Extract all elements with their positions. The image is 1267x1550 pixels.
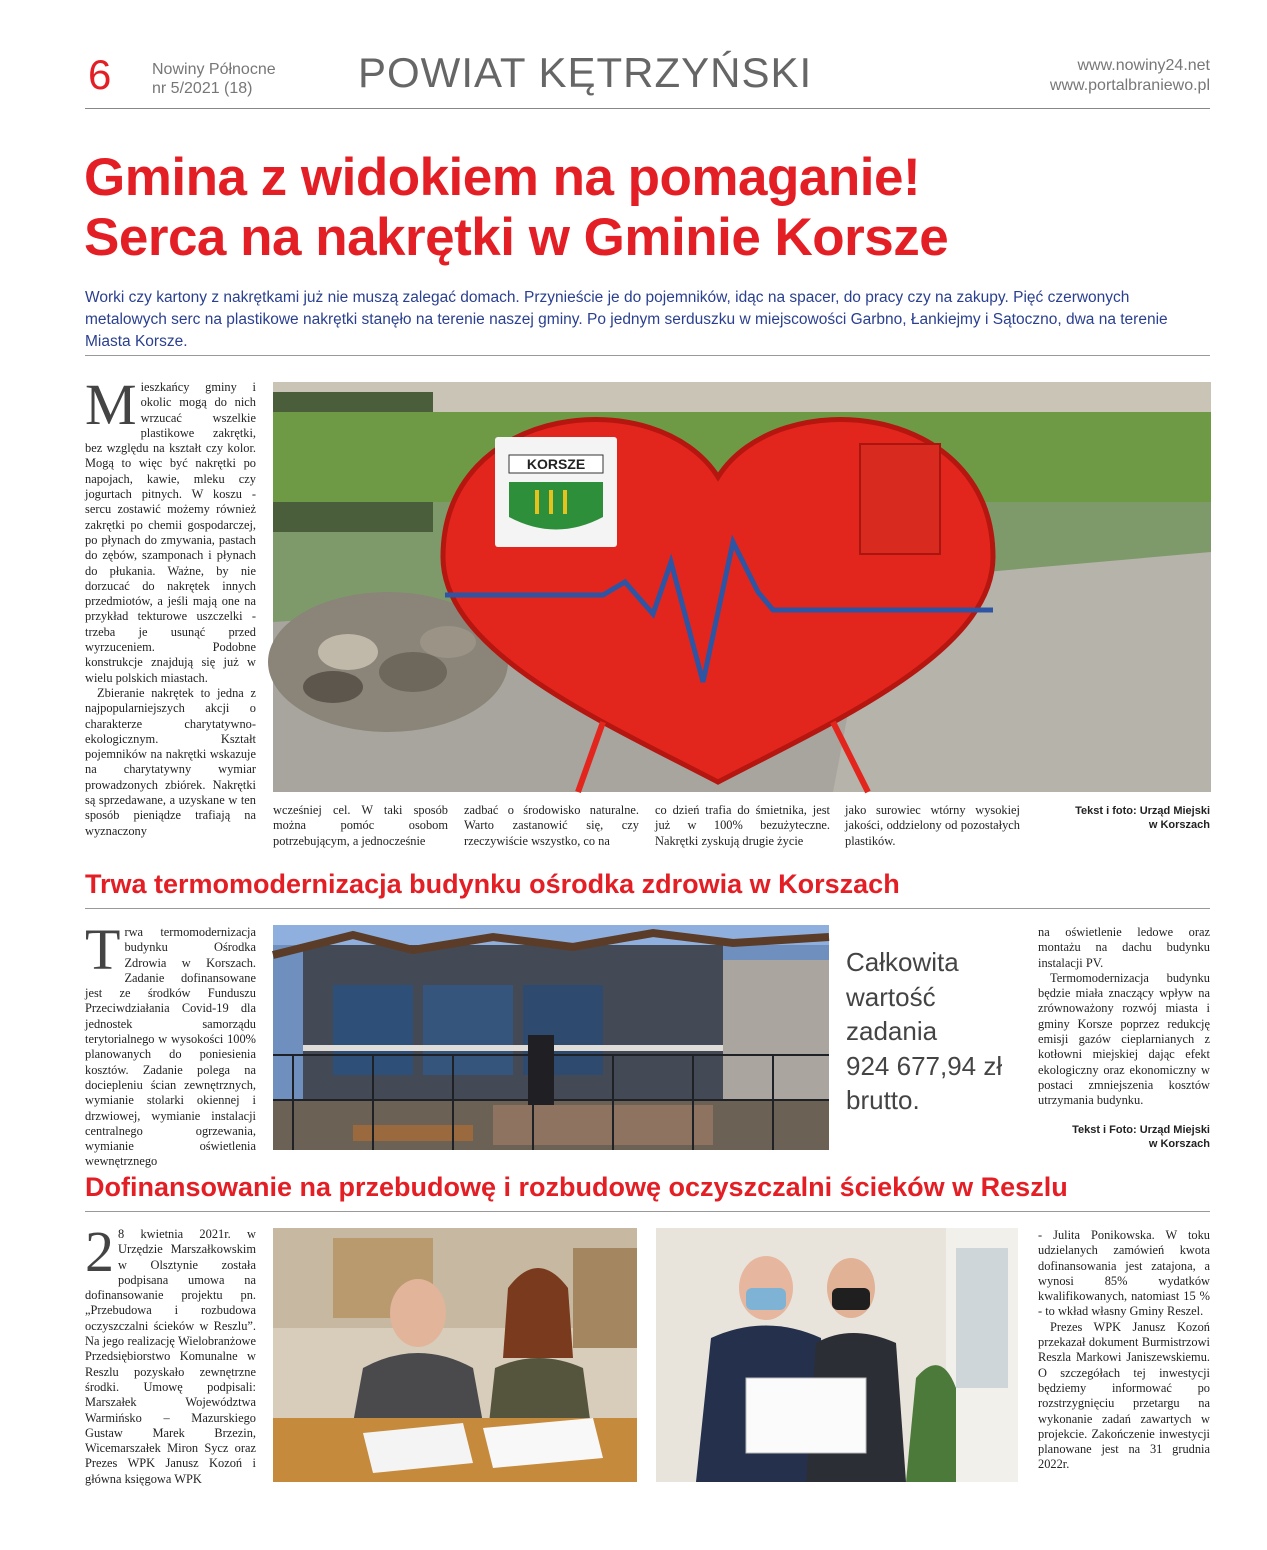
article2-column-right	[1038, 925, 1210, 1109]
paper-info	[152, 60, 276, 98]
divider	[85, 355, 1210, 356]
article1-paragraph-2: Zbieranie nakrętek to jedna z najpopularniejszych akcji o charakterze charytatywno-ekologicznym. Kształt pojemników na nakrętki wskazuje na charytatywny wymiar prowadzonych zbiórek. Nakrętki są sprzedawane, a uzyskane w ten sposób pieniądze trafiają na wyznaczony	[85, 685, 256, 838]
page-number: 6	[88, 51, 112, 98]
credit-line-1: Tekst i Foto: Urząd Miejski	[1072, 1124, 1210, 1136]
divider	[85, 1211, 1210, 1212]
site-link-1[interactable]: www.nowiny24.net	[1077, 57, 1210, 74]
article1-column-3: zadbać o środowisko naturalne. Warto zastanowić się, czy rzeczywiście wszystko, co na	[464, 803, 639, 848]
article2-paragraph-1: rwa termomodernizacja budynku Ośrodka Zdrowia w Korszach. Zadanie dofinansowane jest ze środków Funduszu Przeciwdziałania Covid-19 dla jednostek samorządu terytorialnego w wysokości 100% planowanych do poniesienia kosztów. Zadanie polega na dociepleniu ścian zewnętrznych, wymianie stolarki okiennej i drzwiowej, wymianie instalacji centralnego ogrzewania, wymianie oświetlenia wewnętrznego	[85, 925, 256, 1169]
signing-photo	[273, 1228, 637, 1482]
credit-line-2: w Korszach	[1148, 819, 1210, 831]
credit-line-2: w Korszach	[1148, 1138, 1210, 1150]
article2-credit	[1030, 1123, 1210, 1151]
article1-credit	[1030, 804, 1210, 832]
dropcap: 2	[85, 1219, 114, 1284]
dropcap: M	[85, 372, 137, 437]
article2-column-1	[85, 917, 256, 1169]
pull-quote-line-2: wartość	[846, 981, 936, 1012]
issue-number: nr 5/2021 (18)	[152, 80, 253, 97]
article3-paragraph-2: - Julita Ponikowska. W toku udzielanych zamówień kwota dofinansowania jest zatajona, a wynosi 85% wydatków kwalifikowanych, natomiast 15 % - to wkład własny Gminy Reszel.	[1038, 1228, 1210, 1319]
article3-column-1	[85, 1219, 256, 1487]
document-handover-photo	[656, 1228, 1018, 1482]
site-link-2[interactable]: www.portalbraniewo.pl	[1049, 77, 1210, 94]
heart-container-photo	[273, 382, 1211, 792]
article2-paragraph-3: Termomodernizacja budynku będzie miała znaczący wpływ na zrównoważony rozwój miasta i gminy Korsze poprzez redukcję emisji gazów cieplarnianych z kotłowni miejskiej dając efekt ekologiczny oraz ekonomiczny w postaci zmniejszenia kosztów utrzymania budynku.	[1038, 970, 1210, 1108]
health-center-photo	[273, 925, 829, 1150]
article1-column-4: co dzień trafia do śmietnika, jest już w 100% bezużyteczne. Nakrętki zyskują drugie życie	[655, 803, 830, 848]
article3-column-right	[1038, 1228, 1210, 1473]
article1-lead: Worki czy kartony z nakrętkami już nie muszą zalegać domach. Przynieście je do pojemników, idąc na spacer, do pracy czy na zakupy. Pięć czerwonych metalowych serc na plastikowe nakrętki stanęło na terenie naszej gminy. Po jednym serduszku w miejscowości Garbno, Łankiejmy i Sątoczno, dwa na terenie Miasta Korsze.	[85, 289, 1168, 350]
dropcap: T	[85, 917, 121, 982]
article2-title: Trwa termomodernizacja budynku ośrodka zdrowia w Korszach	[85, 869, 900, 899]
article1-column-5: jako surowiec wtórny wysokiej jakości, oddzielony od pozostałych plastików.	[845, 803, 1020, 848]
article3-paragraph-3: Prezes WPK Janusz Kozoń przekazał dokument Burmistrzowi Reszla Markowi Janiszewskiemu. O szczegółach tej inwestycji będziemy informować po rozstrzygnięciu przetargu na wykonanie zadań zawartych w projekcie. Zakończenie inwestycji planowane jest na 31 grudnia 2022r.	[1038, 1319, 1210, 1472]
article1-column-1	[85, 372, 256, 850]
article3-title: Dofinansowanie na przebudowę i rozbudowę oczyszczalni ścieków w Reszlu	[85, 1172, 1068, 1202]
credit-line-1: Tekst i foto: Urząd Miejski	[1075, 805, 1210, 817]
article1-paragraph-1: ieszkańcy gminy i okolic mogą do nich wrzucać wszelkie plastikowe zakrętki, bez względu na kształt czy kolor. Mogą to więc być nakrętki po napojach, kawie, mleku czy jogurtach pitnych. W koszu - sercu zostawić możemy również zakrętki po chemii gospodarczej, po płynach do zmywania, pastach do zębów, szamponach i płynach do płukania. Ważne, by nie dorzucać do nakrętek innych przedmiotów, a jeśli mają one na przykład tekturowe uszczelki - trzeba je usunąć przed wyrzuceniem. Podobne konstrukcje znajdują się już w wielu polskich miastach.	[85, 380, 256, 685]
pull-quote-line-4: 924 677,94 zł	[846, 1050, 1003, 1081]
divider	[85, 908, 1210, 909]
article1-column-2: wcześniej cel. W taki sposób można pomóc osobom potrzebującym, a jednocześnie	[273, 803, 448, 848]
paper-name: Nowiny Północne	[152, 61, 276, 78]
pull-quote-line-3: zadania	[846, 1016, 938, 1046]
pull-quote	[846, 945, 1026, 1118]
pull-quote-line-5: brutto.	[846, 1085, 920, 1115]
article1-title-line1: Gmina z widokiem na pomaganie!	[84, 148, 921, 207]
site-links	[1050, 56, 1210, 96]
header-rule	[85, 108, 1210, 109]
article2-paragraph-2: na oświetlenie ledowe oraz montażu na dachu budynku instalacji PV.	[1038, 925, 1210, 970]
article3-paragraph-1: 8 kwietnia 2021r. w Urzędzie Marszałkowskim w Olsztynie została podpisana umowa na dofinansowanie projektu pn. „Przebudowa i rozbudowa oczyszczalni ścieków w Reszlu”. Na jego realizację Wielobranżowe Przedsiębiorstwo Komunalne w Reszlu pozyskało zewnętrzne środki. Umowę podpisali: Marszałek Województwa Warmińsko – Mazurskiego Gustaw Marek Brzezin, Wicemarszałek Miron Sycz oraz Prezes WPK Janusz Kozoń i główna księgowa WPK	[85, 1227, 256, 1486]
sign-text: KORSZE	[526, 456, 586, 472]
article1-title-line2: Serca na nakrętki w Gminie Korsze	[84, 208, 949, 267]
section-title: POWIAT KĘTRZYŃSKI	[358, 49, 813, 96]
pull-quote-line-1: Całkowita	[846, 947, 959, 977]
